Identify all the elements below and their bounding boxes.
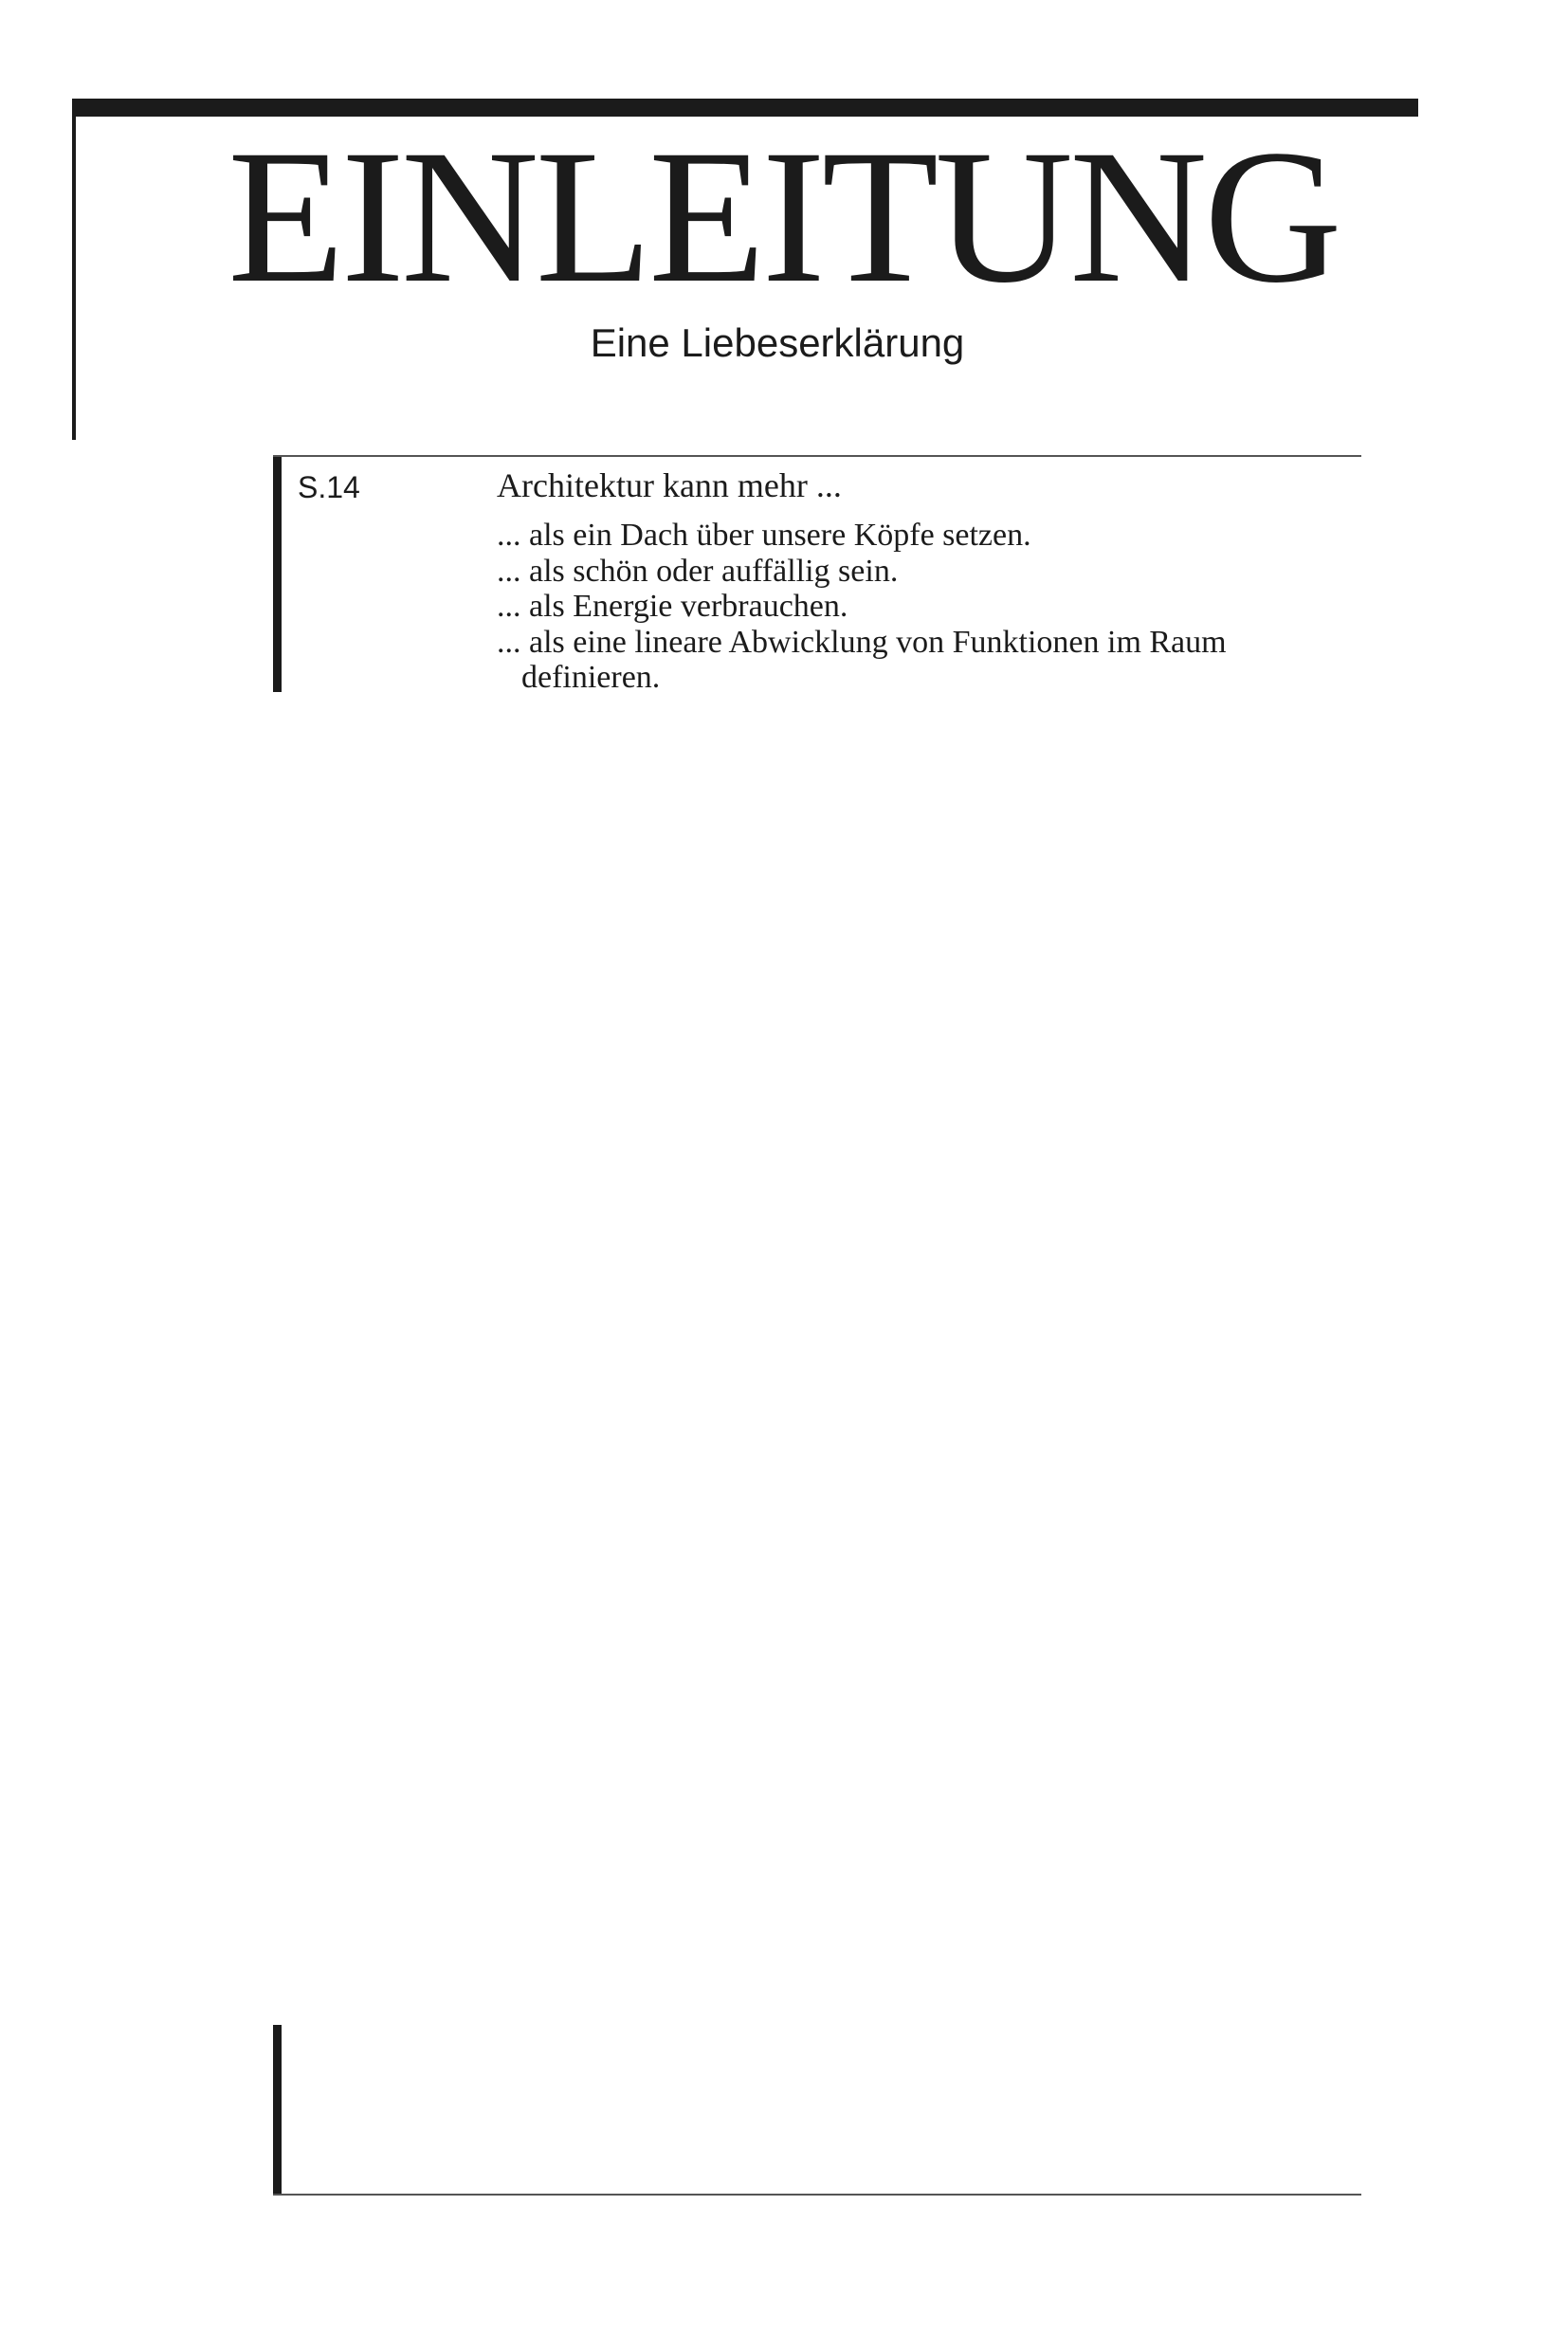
list-item: ... als schön oder auffällig sein. <box>497 553 899 589</box>
toc-heading: Architektur kann mehr ... <box>497 466 842 504</box>
list-item: ... als Energie verbrauchen. <box>497 589 848 624</box>
toc-entry <box>273 455 1361 695</box>
toc-horizontal-rule <box>273 455 1361 457</box>
bottom-horizontal-rule <box>273 2194 1361 2196</box>
bottom-bracket <box>273 2025 1361 2196</box>
list-item: ... als ein Dach über unsere Köpfe setzen. <box>497 518 1031 553</box>
list-item: ... als eine lineare Abwicklung von Funktionen im Raum definieren. <box>497 624 1227 695</box>
bottom-vertical-rule <box>273 2025 282 2196</box>
chapter-subtitle: Eine Liebeserklärung <box>590 320 965 365</box>
toc-list <box>497 518 1312 696</box>
toc-page-number: S.14 <box>298 470 360 504</box>
toc-vertical-rule <box>273 455 282 692</box>
chapter-title: EINLEITUNG <box>228 110 1339 322</box>
